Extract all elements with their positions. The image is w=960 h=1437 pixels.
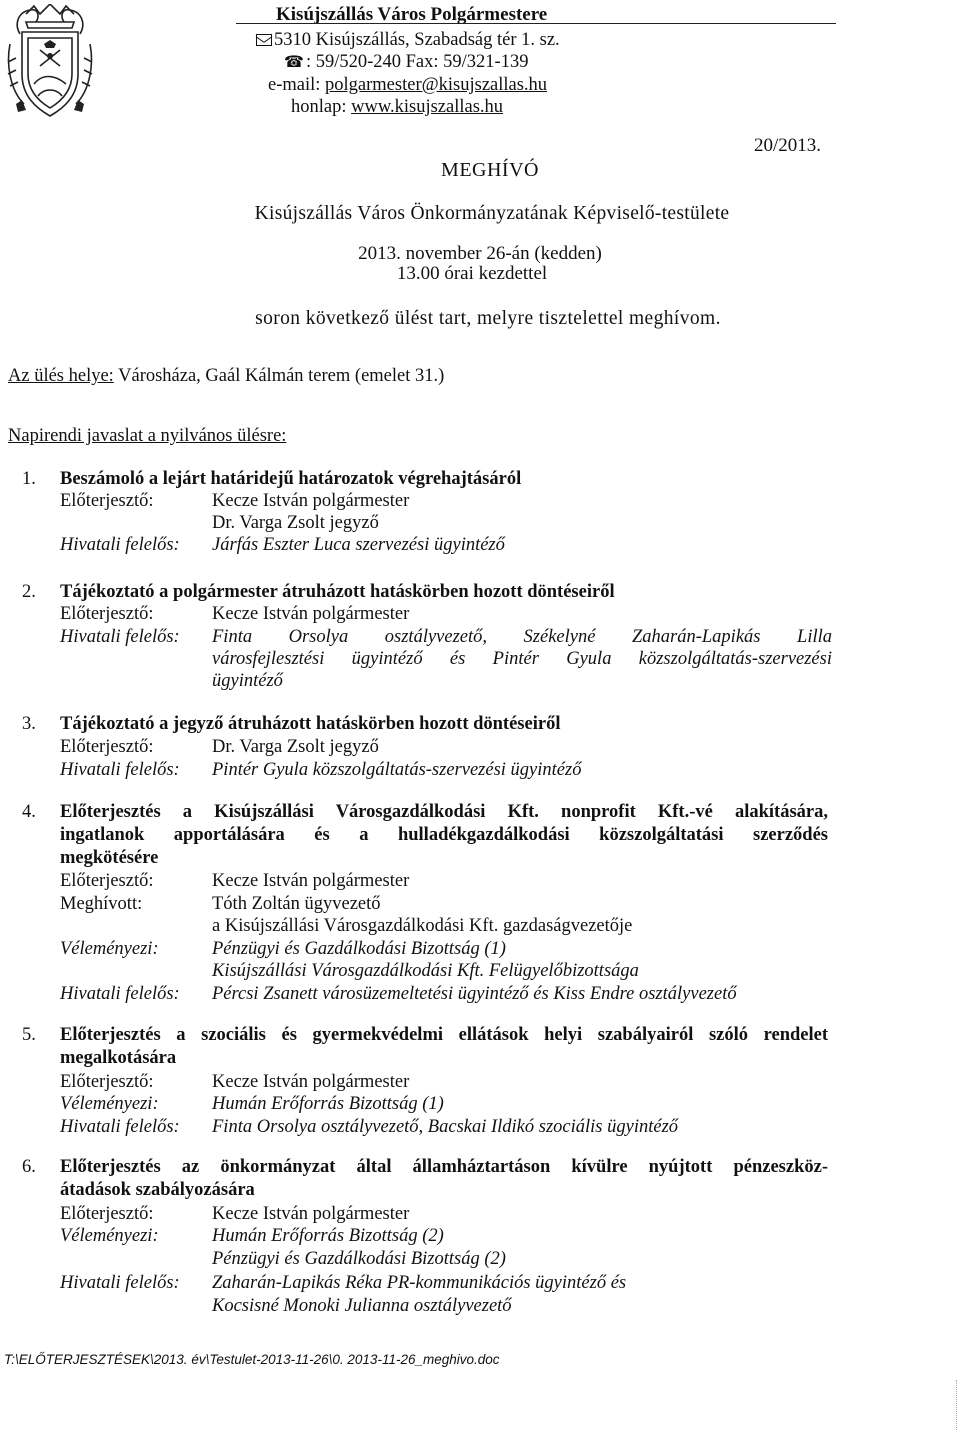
letterhead-phone-line (284, 51, 836, 74)
presenter-value: Kecze István polgármester (212, 871, 410, 891)
item-title-line-2: megalkotására (60, 1048, 177, 1068)
agenda-heading: Napirendi javaslat a nyilvános ülésre: (8, 426, 287, 446)
invited-value: Tóth Zoltán ügyvezető (212, 894, 381, 914)
meeting-date-text: 2013. november 26-án (kedden) (358, 243, 602, 264)
meeting-place (8, 366, 444, 387)
page-title: MEGHÍVÓ (441, 159, 539, 181)
invited-value: a Kisújszállási Városgazdálkodási Kft. gazdaságvezetője (212, 916, 633, 936)
opinion-value: Pénzügyi és Gazdálkodási Bizottság (1) (212, 939, 506, 959)
letterhead-phone-fax: : 59/520-240 Fax: 59/321-139 (305, 52, 529, 72)
item-number: 5. (22, 1025, 36, 1045)
presenter-value: Kecze István polgármester (212, 491, 410, 511)
officer-value: Kocsisné Monoki Julianna osztályvezető (212, 1296, 512, 1316)
place-label: Az ülés helye: (8, 366, 114, 386)
item-title-line-3: megkötésére (60, 848, 159, 868)
document-number: 20/2013. (754, 135, 822, 156)
officer-label: Hivatali felelős: (60, 627, 180, 647)
item-title-line-1: Előterjesztés az önkormányzat által államháztartáson kívülre nyújtott pénzeszköz- (60, 1157, 828, 1177)
officer-value: Pintér Gyula közszolgáltatás-szervezési ügyintéző (212, 760, 582, 780)
officer-value: ügyintéző (212, 671, 283, 691)
item-number: 3. (22, 714, 36, 734)
meeting-time (0, 263, 960, 285)
envelope-icon (256, 34, 272, 46)
presenter-label: Előterjesztő: (60, 1072, 154, 1092)
item-number: 1. (22, 469, 36, 489)
presenter-label: Előterjesztő: (60, 1204, 154, 1224)
officer-label: Hivatali felelős: (60, 1117, 180, 1137)
presenter-value: Dr. Varga Zsolt jegyző (212, 737, 379, 757)
officer-value: Járfás Eszter Luca szervezési ügyintéző (212, 535, 505, 555)
opinion-value: Pénzügyi és Gazdálkodási Bizottság (2) (212, 1249, 506, 1269)
item-number: 4. (22, 802, 36, 822)
officer-label: Hivatali felelős: (60, 984, 180, 1004)
opinion-label: Véleményezi: (60, 1226, 159, 1246)
opinion-value: Kisújszállási Városgazdálkodási Kft. Felügyelőbizottsága (212, 961, 639, 981)
item-title-line-2: átadások szabályozására (60, 1180, 255, 1200)
item-title: Tájékoztató a jegyző átruházott hatáskörben hozott döntéseiről (60, 714, 561, 734)
item-title-line-1: Előterjesztés a szociális és gyermekvédelmi ellátások helyi szabályairól szóló rendelet (60, 1025, 828, 1045)
email-label: e-mail: (268, 75, 326, 95)
invited-label: Meghívott: (60, 894, 143, 914)
officer-value: városfejlesztési ügyintéző és Pintér Gyula közszolgáltatás-szervezési (212, 649, 832, 669)
place-value: Városháza, Gaál Kálmán terem (emelet 31.) (113, 366, 445, 386)
presenter-label: Előterjesztő: (60, 604, 154, 624)
letterhead-address-line (256, 29, 836, 51)
telephone-icon: ☎ (284, 54, 304, 71)
officer-value: Finta Orsolya osztályvezető, Székelyné Zaharán-Lapikás Lilla (212, 627, 832, 647)
page-edge-mark (956, 1380, 957, 1430)
presenter-value: Dr. Varga Zsolt jegyző (212, 513, 379, 533)
item-number: 6. (22, 1157, 36, 1177)
item-title: Beszámoló a lejárt határidejű határozatok végrehajtásáról (60, 469, 522, 489)
presenter-value: Kecze István polgármester (212, 1072, 410, 1092)
officer-label: Hivatali felelős: (60, 760, 180, 780)
presenter-value: Kecze István polgármester (212, 604, 410, 624)
session-text: soron következő ülést tart, melyre tisztelettel meghívom. (255, 308, 721, 329)
body-name: Kisújszállás Város Önkormányzatának Képviselő-testülete (254, 203, 730, 224)
opinion-label: Véleményezi: (60, 939, 159, 959)
file-path-footer: T:\ELŐTERJESZTÉSEK\2013. év\Testulet-2013-11-26\0. 2013-11-26_meghivo.doc (4, 1352, 500, 1367)
meeting-time-text: 13.00 órai kezdettel (396, 263, 548, 284)
item-title-line-1: Előterjesztés a Kisújszállási Városgazdálkodási Kft. nonprofit Kft.-vé alakítására, (60, 802, 828, 822)
letterhead-address: 5310 Kisújszállás, Szabadság tér 1. sz. (274, 30, 560, 50)
item-title: Tájékoztató a polgármester átruházott hatáskörben hozott döntéseiről (60, 582, 615, 602)
officer-label: Hivatali felelős: (60, 1273, 180, 1293)
officer-label: Hivatali felelős: (60, 535, 180, 555)
officer-value: Zaharán-Lapikás Réka PR-kommunikációs ügyintéző és (212, 1273, 627, 1293)
officer-value: Pércsi Zsanett városüzemeltetési ügyintéző és Kiss Endre osztályvezető (212, 984, 737, 1004)
letterhead-org: Kisújszállás Város Polgármestere (276, 4, 548, 25)
item-number: 2. (22, 582, 36, 602)
letterhead-email-line (268, 74, 836, 96)
web-link[interactable]: www.kisujszallas.hu (351, 97, 504, 117)
opinion-label: Véleményezi: (60, 1094, 159, 1114)
opinion-value: Humán Erőforrás Bizottság (1) (212, 1094, 444, 1114)
presenter-label: Előterjesztő: (60, 737, 154, 757)
presenter-label: Előterjesztő: (60, 871, 154, 891)
opinion-value: Humán Erőforrás Bizottság (2) (212, 1226, 444, 1246)
presenter-label: Előterjesztő: (60, 491, 154, 511)
letterhead-rule (236, 23, 836, 24)
coat-of-arms-icon (4, 4, 96, 122)
email-link[interactable]: polgarmester@kisujszallas.hu (325, 75, 548, 95)
letterhead-web-line (291, 96, 836, 118)
presenter-value: Kecze István polgármester (212, 1204, 410, 1224)
item-title-line-2: ingatlanok apportálására és a hulladékgazdálkodási közszolgáltatási szerződés (60, 825, 828, 845)
letterhead (236, 4, 836, 118)
meeting-date (0, 243, 960, 265)
web-label: honlap: (291, 97, 352, 117)
officer-value: Finta Orsolya osztályvezető, Bacskai Ildikó szociális ügyintéző (212, 1117, 679, 1137)
